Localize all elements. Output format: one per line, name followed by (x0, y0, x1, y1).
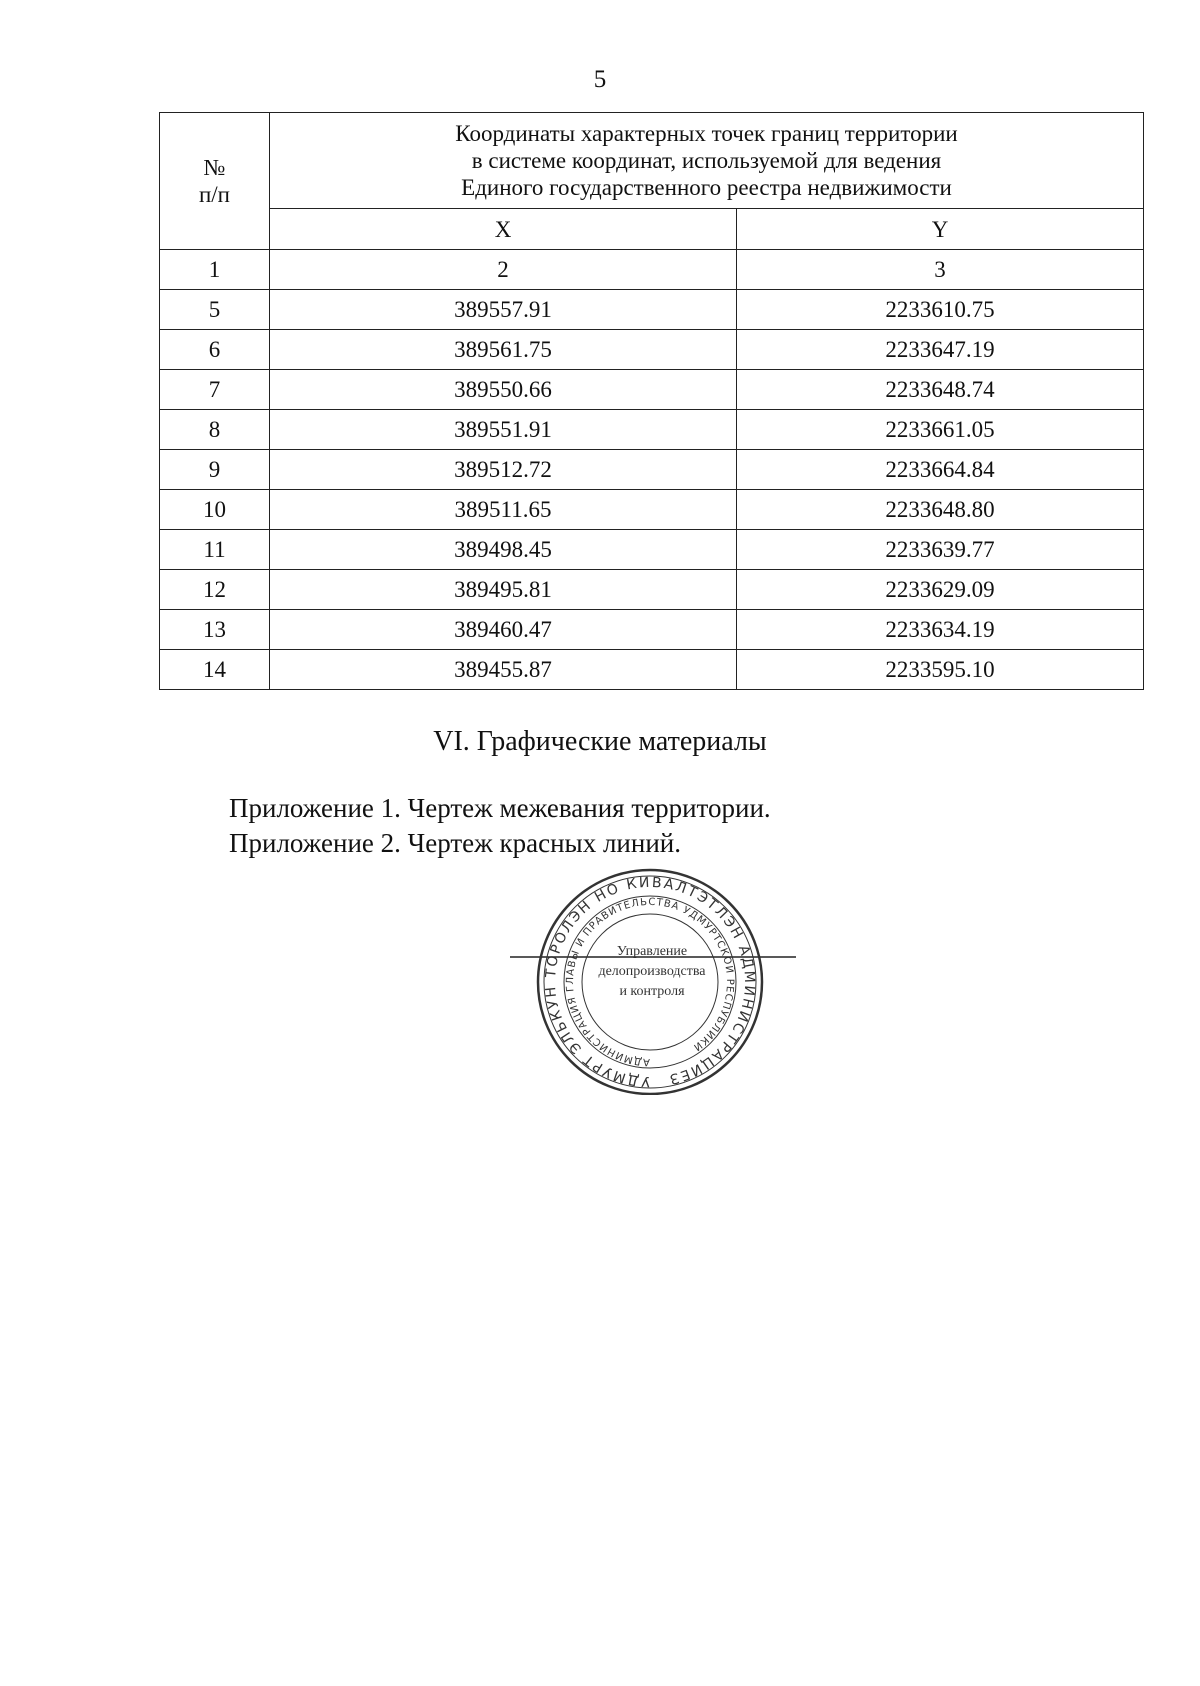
seal-middle-text: АДМИНИСТРАЦИЯ ГЛАВЫ И ПРАВИТЕЛЬСТВА УДМУРТСКОЙ РЕСПУБЛИКИ (564, 896, 736, 1068)
table-row (160, 290, 1144, 330)
y-value: 2233595.10 (737, 650, 1144, 690)
x-value: 389561.75 (270, 330, 737, 370)
y-value: 2233664.84 (737, 450, 1144, 490)
x-value: 389557.91 (270, 290, 737, 330)
header-coordinates-line-3: Единого государственного реестра недвижимости (461, 175, 952, 200)
point-number: 14 (160, 650, 270, 690)
y-value: 2233629.09 (737, 570, 1144, 610)
table-row (160, 330, 1144, 370)
appendix-2: Приложение 2. Чертеж красных линий. (229, 828, 681, 858)
column-index-row (160, 250, 1144, 290)
point-number: 10 (160, 490, 270, 530)
table-row (160, 370, 1144, 410)
y-value: 2233610.75 (737, 290, 1144, 330)
point-number: 5 (160, 290, 270, 330)
seal-center-line-2: делопроизводства (598, 964, 706, 979)
section-title: VI. Графические материалы (433, 726, 767, 757)
y-value: 2233661.05 (737, 410, 1144, 450)
y-value: 2233639.77 (737, 530, 1144, 570)
point-number: 6 (160, 330, 270, 370)
page-number: 5 (593, 66, 607, 93)
official-seal (500, 855, 800, 1095)
header-number-abbr: п/п (198, 182, 230, 207)
x-value: 389495.81 (270, 570, 737, 610)
y-value: 2233647.19 (737, 330, 1144, 370)
x-value: 389455.87 (270, 650, 737, 690)
point-number: 8 (160, 410, 270, 450)
seal-center-line-3: и контроля (619, 984, 685, 999)
seal-center-line-1: Управление (616, 944, 688, 959)
point-number: 12 (160, 570, 270, 610)
coordinates-table (159, 112, 1144, 690)
seal-graphic (500, 855, 800, 1095)
table-row (160, 450, 1144, 490)
x-value: 389460.47 (270, 610, 737, 650)
header-coordinates (270, 113, 1144, 209)
point-number: 7 (160, 370, 270, 410)
x-value: 389550.66 (270, 370, 737, 410)
table-row (160, 410, 1144, 450)
column-index-3: 3 (737, 250, 1144, 290)
seal-center-text (598, 944, 706, 999)
header-y: Y (737, 209, 1144, 250)
y-value: 2233634.19 (737, 610, 1144, 650)
y-value: 2233648.80 (737, 490, 1144, 530)
header-row-number (160, 113, 270, 250)
table-row (160, 490, 1144, 530)
point-number: 13 (160, 610, 270, 650)
appendix-1: Приложение 1. Чертеж межевания территории. (229, 793, 771, 823)
header-coordinates-line-1: Координаты характерных точек границ территории (455, 121, 958, 146)
column-index-1: 1 (160, 250, 270, 290)
x-value: 389512.72 (270, 450, 737, 490)
header-coordinates-line-2: в системе координат, используемой для ведения (471, 148, 942, 173)
y-value: 2233648.74 (737, 370, 1144, 410)
header-x: X (270, 209, 737, 250)
point-number: 11 (160, 530, 270, 570)
x-value: 389551.91 (270, 410, 737, 450)
header-number-sign: № (203, 155, 226, 180)
x-value: 389498.45 (270, 530, 737, 570)
point-number: 9 (160, 450, 270, 490)
seal-outer-text: УДМУРТ ЭЛЬКУН ТОРОЛЭН НО КИВАЛТЭТЛЭН АДМИНИСТРАЦИЕЗ (542, 874, 758, 1090)
table-row (160, 610, 1144, 650)
table-row (160, 530, 1144, 570)
table-row (160, 650, 1144, 690)
x-value: 389511.65 (270, 490, 737, 530)
table-row (160, 570, 1144, 610)
column-index-2: 2 (270, 250, 737, 290)
